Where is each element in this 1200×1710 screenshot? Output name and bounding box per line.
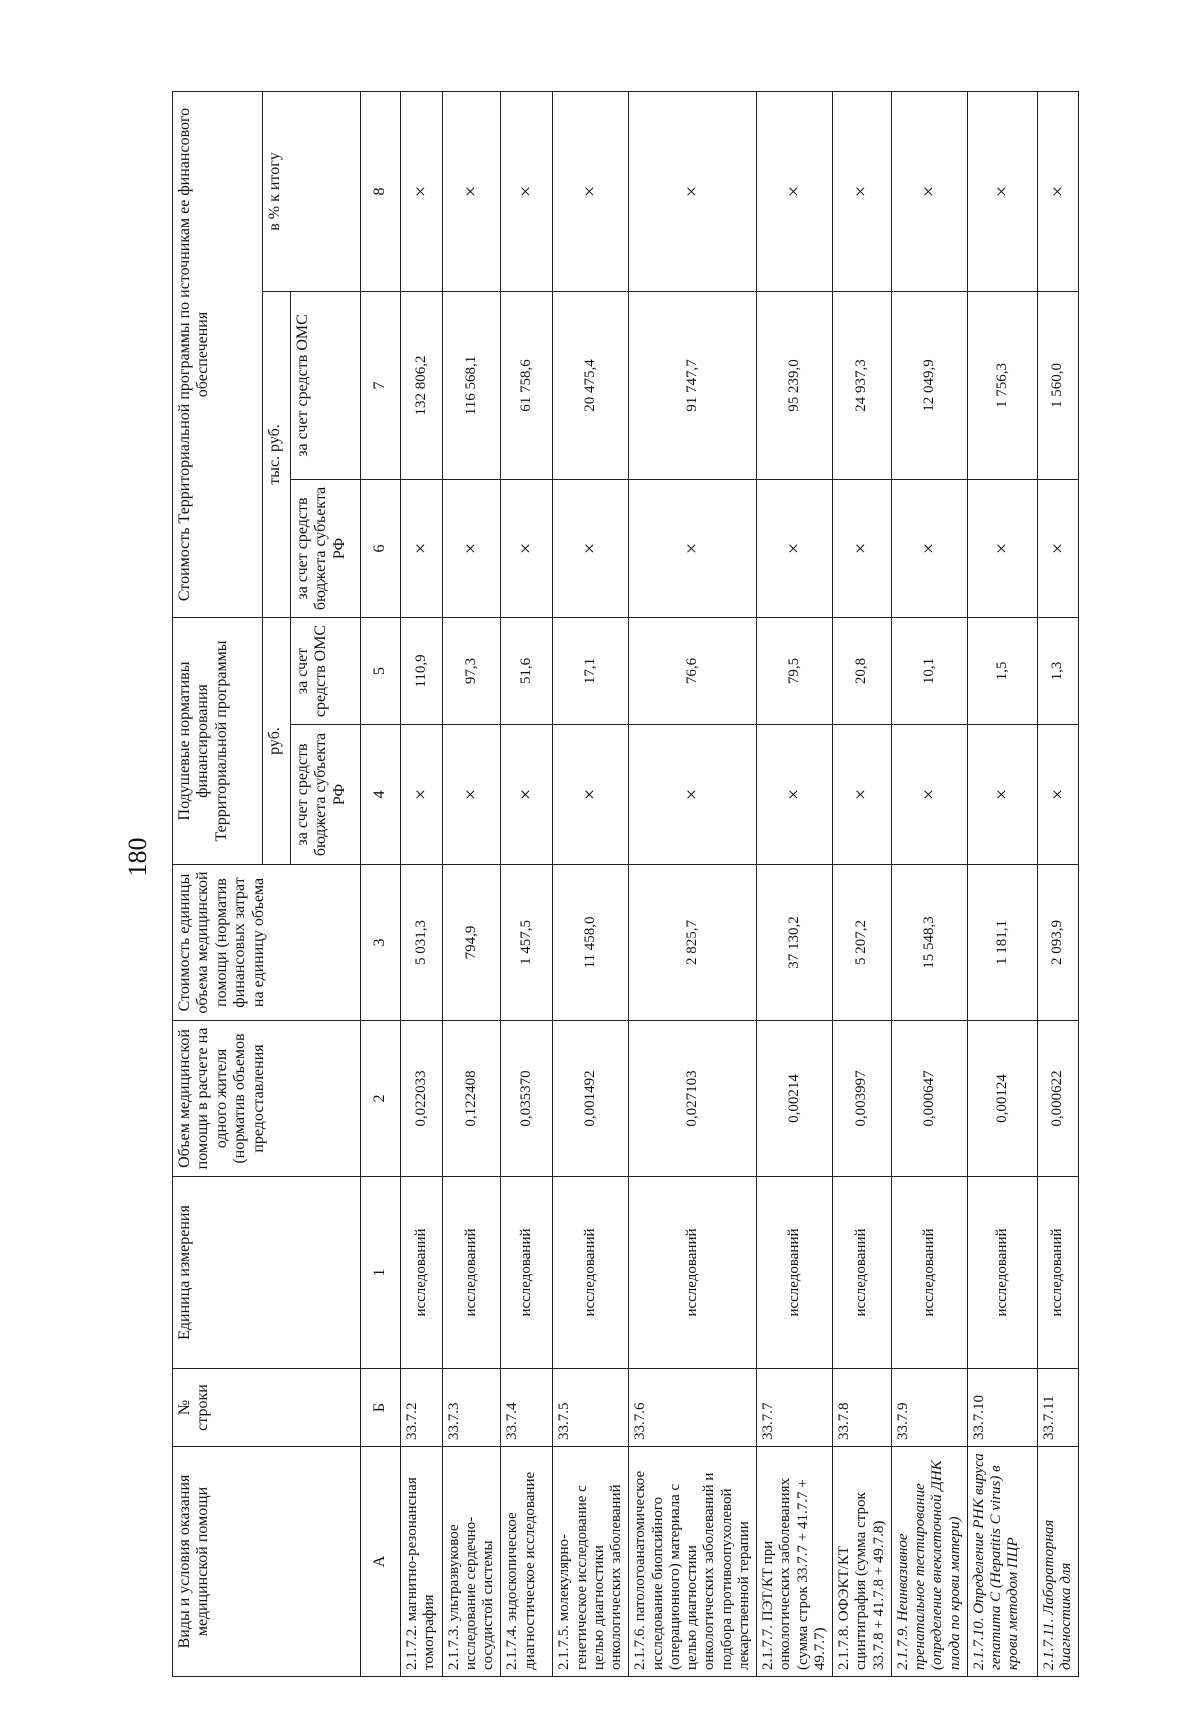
row-line: 33.7.8 [833, 1369, 892, 1447]
index-cell: Б [361, 1369, 401, 1447]
row-norm-oms: 20,8 [833, 618, 892, 725]
row-norm-oms: 110,9 [401, 618, 443, 725]
row-cost-oms: 24 937,3 [833, 292, 892, 480]
row-unit: исследований [833, 1177, 892, 1369]
row-volume: 0,003997 [833, 1021, 892, 1177]
header-col-3: Стоимость единицы объема медицинской помощи (норматив финансовых затрат на единицу объема [173, 865, 361, 1021]
row-name: 2.1.7.6. патологоанатомическое исследование биопсийного (операционного) материала с целью диагностики онкологических заболеваний и подбора противоопухолевой лекарственной терапии [629, 1447, 757, 1677]
index-cell: 6 [361, 480, 401, 618]
row-unit: исследований [553, 1177, 629, 1369]
row-cost-oms: 12 049,9 [891, 292, 967, 480]
header-col-1: Единица измерения [173, 1177, 361, 1369]
table-row [501, 91, 553, 1676]
row-cost-budget: × [501, 480, 553, 618]
row-norm-budget: × [833, 725, 892, 865]
row-cost-budget: × [442, 480, 501, 618]
row-cost-oms: 116 568,1 [442, 292, 501, 480]
row-pct: × [442, 91, 501, 291]
row-norm-oms: 10,1 [891, 618, 967, 725]
row-cost-oms: 132 806,2 [401, 292, 443, 480]
row-unit: исследований [401, 1177, 443, 1369]
table-row [891, 91, 967, 1676]
row-line: 33.7.5 [553, 1369, 629, 1447]
row-name: 2.1.7.5. молекулярно-генетическое исследование с целью диагностики онкологических заболеваний [553, 1447, 629, 1677]
row-cost: 15 548,3 [891, 865, 967, 1021]
row-norm-budget: × [501, 725, 553, 865]
row-cost-budget: × [401, 480, 443, 618]
row-norm-oms: 79,5 [757, 618, 833, 725]
row-line: 33.7.10 [967, 1369, 1037, 1447]
row-unit: исследований [757, 1177, 833, 1369]
row-cost: 5 207,2 [833, 865, 892, 1021]
row-volume: 0,000647 [891, 1021, 967, 1177]
row-cost-budget: × [629, 480, 757, 618]
row-line: 33.7.2 [401, 1369, 443, 1447]
header-norm-budget: за счет средств бюджета субъекта РФ [291, 725, 361, 865]
row-cost: 2 093,9 [1037, 865, 1079, 1021]
table-row [967, 91, 1037, 1676]
index-row [361, 91, 401, 1676]
row-norm-budget: × [757, 725, 833, 865]
row-volume: 0,035370 [501, 1021, 553, 1177]
row-line: 33.7.4 [501, 1369, 553, 1447]
row-norm-budget: × [442, 725, 501, 865]
row-name: 2.1.7.9. Неинвазивное пренатальное тестирование (определение внеклеточной ДНК плода по крови матери) [891, 1447, 967, 1677]
row-volume: 0,122408 [442, 1021, 501, 1177]
row-line: 33.7.6 [629, 1369, 757, 1447]
row-cost-oms: 91 747,7 [629, 292, 757, 480]
index-cell: 8 [361, 91, 401, 291]
row-norm-budget: × [629, 725, 757, 865]
table-row [629, 91, 757, 1676]
table-row [833, 91, 892, 1676]
row-volume: 0,001492 [553, 1021, 629, 1177]
row-name: 2.1.7.4. эндоскопическое диагностическое исследование [501, 1447, 553, 1677]
header-cost-budget: за счет средств бюджета субъекта РФ [291, 480, 361, 618]
row-pct: × [553, 91, 629, 291]
row-name: 2.1.7.3. ультразвуковое исследование сердечно-сосудистой системы [442, 1447, 501, 1677]
row-cost-budget: × [1037, 480, 1079, 618]
row-cost-budget: × [967, 480, 1037, 618]
row-volume: 0,00214 [757, 1021, 833, 1177]
row-line: 33.7.11 [1037, 1369, 1079, 1447]
row-norm-oms: 17,1 [553, 618, 629, 725]
row-norm-budget: × [891, 725, 967, 865]
row-volume: 0,00124 [967, 1021, 1037, 1177]
index-cell: 4 [361, 725, 401, 865]
index-cell: А [361, 1447, 401, 1677]
row-pct: × [629, 91, 757, 291]
row-line: 33.7.7 [757, 1369, 833, 1447]
header-cost-oms: за счет средств ОМС [291, 292, 361, 480]
page-number: 180 [123, 837, 152, 877]
header-group-normatives: Подушевые нормативы финансирования Территориальной программы [173, 618, 263, 865]
row-norm-budget: × [1037, 725, 1079, 865]
row-volume: 0,022033 [401, 1021, 443, 1177]
header-col-2: Объем медицинской помощи в расчете на одного жителя (норматив объемов предоставления [173, 1021, 361, 1177]
row-unit: исследований [442, 1177, 501, 1369]
row-norm-oms: 97,3 [442, 618, 501, 725]
index-cell: 7 [361, 292, 401, 480]
row-pct: × [833, 91, 892, 291]
row-cost-oms: 95 239,0 [757, 292, 833, 480]
header-group-cost: Стоимость Территориальной программы по источникам ее финансового обеспечения [173, 91, 263, 617]
row-pct: × [501, 91, 553, 291]
header-col-b: № строки [173, 1369, 361, 1447]
row-name: 2.1.7.10. Определение РНК вируса гепатита С (Hepatitis C virus) в крови методом ПЦР [967, 1447, 1037, 1677]
index-cell: 2 [361, 1021, 401, 1177]
row-pct: × [891, 91, 967, 291]
row-norm-budget: × [967, 725, 1037, 865]
index-cell: 3 [361, 865, 401, 1021]
row-cost: 1 181,1 [967, 865, 1037, 1021]
row-cost: 5 031,3 [401, 865, 443, 1021]
row-cost-oms: 1 560,0 [1037, 292, 1079, 480]
header-thous-rub: тыс. руб. [263, 292, 291, 618]
row-cost-oms: 61 758,6 [501, 292, 553, 480]
financing-table [172, 91, 1079, 1677]
row-unit: исследований [967, 1177, 1037, 1369]
index-cell: 5 [361, 618, 401, 725]
row-volume: 0,000622 [1037, 1021, 1079, 1177]
table-rotated-wrapper [172, 92, 1074, 1677]
table-row [442, 91, 501, 1676]
index-cell: 1 [361, 1177, 401, 1369]
row-line: 33.7.9 [891, 1369, 967, 1447]
row-pct: × [967, 91, 1037, 291]
row-line: 33.7.3 [442, 1369, 501, 1447]
row-pct: × [401, 91, 443, 291]
row-name: 2.1.7.11. Лабораторная диагностика для [1037, 1447, 1079, 1677]
header-norm-oms: за счет средств ОМС [291, 618, 361, 725]
header-rub: руб. [263, 618, 291, 865]
header-pct: в % к итогу [263, 91, 361, 291]
row-name: 2.1.7.8. ОФЭКТ/КТ сцинтиграфия (сумма строк 33.7.8 + 41.7.8 + 49.7.8) [833, 1447, 892, 1677]
header-col-a: Виды и условия оказания медицинской помощи [173, 1447, 361, 1677]
row-norm-budget: × [401, 725, 443, 865]
row-cost-budget: × [833, 480, 892, 618]
row-unit: исследований [1037, 1177, 1079, 1369]
row-norm-oms: 51,6 [501, 618, 553, 725]
row-norm-oms: 1,3 [1037, 618, 1079, 725]
row-name: 2.1.7.7. ПЭТ/КТ при онкологических заболеваниях (сумма строк 33.7.7 + 41.7.7 + 49.7.7) [757, 1447, 833, 1677]
row-cost-oms: 20 475,4 [553, 292, 629, 480]
row-norm-oms: 1,5 [967, 618, 1037, 725]
row-cost-oms: 1 756,3 [967, 292, 1037, 480]
row-norm-budget: × [553, 725, 629, 865]
row-unit: исследований [891, 1177, 967, 1369]
table-row [401, 91, 443, 1676]
row-norm-oms: 76,6 [629, 618, 757, 725]
table-row [553, 91, 629, 1676]
row-cost: 2 825,7 [629, 865, 757, 1021]
row-pct: × [1037, 91, 1079, 291]
row-cost-budget: × [891, 480, 967, 618]
row-volume: 0,027103 [629, 1021, 757, 1177]
row-pct: × [757, 91, 833, 291]
row-name: 2.1.7.2. магнитно-резонансная томография [401, 1447, 443, 1677]
row-cost: 794,9 [442, 865, 501, 1021]
row-cost: 11 458,0 [553, 865, 629, 1021]
row-unit: исследований [501, 1177, 553, 1369]
row-cost: 1 457,5 [501, 865, 553, 1021]
table-row [1037, 91, 1079, 1676]
table-row [757, 91, 833, 1676]
row-cost: 37 130,2 [757, 865, 833, 1021]
row-cost-budget: × [757, 480, 833, 618]
row-unit: исследований [629, 1177, 757, 1369]
row-cost-budget: × [553, 480, 629, 618]
